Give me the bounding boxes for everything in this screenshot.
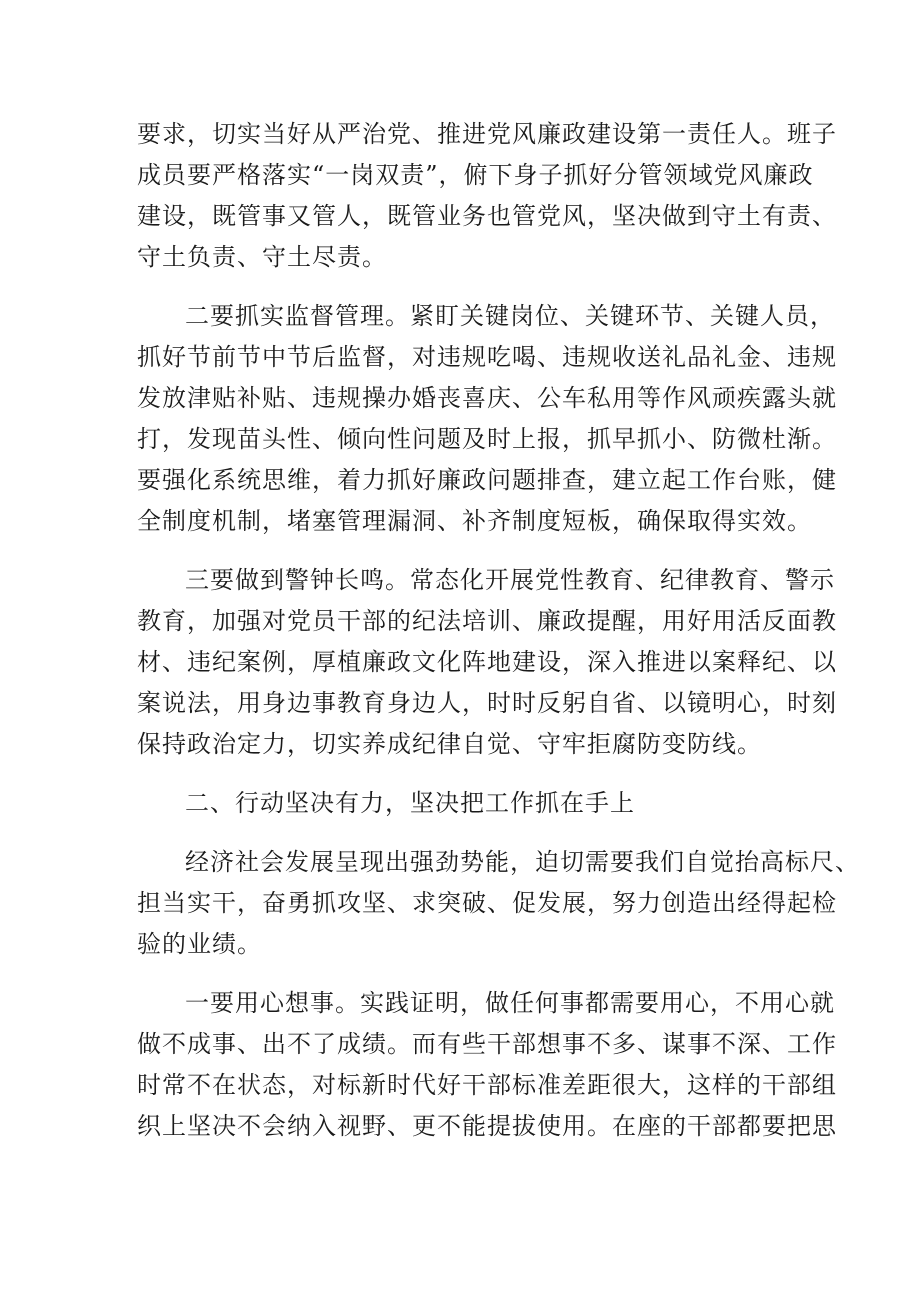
paragraph-warning xyxy=(137,560,837,765)
text-line: 案说法，用身边事教育身边人，时时反躬自省、以镜明心，时刻 xyxy=(137,689,837,717)
text-line: 守土负责、守土尽责。 xyxy=(137,243,387,271)
text-line: 二要抓实监督管理。紧盯关键岗位、关键环节、关键人员， xyxy=(185,302,835,330)
text-line: 时常不在状态，对标新时代好干部标准差距很大，这样的干部组 xyxy=(137,1071,837,1099)
text-line: 成员要严格落实“一岗双责”，俯下身子抓好分管领域党风廉政 xyxy=(137,161,814,189)
text-line: 打，发现苗头性、倾向性问题及时上报，抓早抓小、防微杜渐。 xyxy=(137,425,837,453)
text-line: 验的业绩。 xyxy=(137,930,262,958)
text-line: 发放津贴补贴、违规操办婚丧喜庆、公车私用等作风顽疾露头就 xyxy=(137,384,837,412)
text-line: 担当实干，奋勇抓攻坚、求突破、促发展，努力创造出经得起检 xyxy=(137,889,837,917)
text-line: 全制度机制，堵塞管理漏洞、补齐制度短板，确保取得实效。 xyxy=(137,507,812,535)
heading-line: 二、行动坚决有力，坚决把工作抓在手上 xyxy=(185,789,635,817)
text-line: 教育，加强对党员干部的纪法培训、廉政提醒，用好用活反面教 xyxy=(137,607,837,635)
text-line: 要求，切实当好从严治党、推进党风廉政建设第一责任人。班子 xyxy=(137,120,837,148)
paragraph-supervision xyxy=(137,296,837,542)
text-line: 材、违纪案例，厚植廉政文化阵地建设，深入推进以案释纪、以 xyxy=(137,648,837,676)
text-line: 做不成事、出不了成绩。而有些干部想事不多、谋事不深、工作 xyxy=(137,1030,837,1058)
section-heading xyxy=(137,783,797,824)
text-line: 抓好节前节中节后监督，对违规吃喝、违规收送礼品礼金、违规 xyxy=(137,343,837,371)
text-line: 三要做到警钟长鸣。常态化开展党性教育、纪律教育、警示 xyxy=(185,566,835,594)
document-body xyxy=(137,114,860,1165)
text-line: 织上坚决不会纳入视野、更不能提拔使用。在座的干部都要把思 xyxy=(137,1112,837,1140)
text-line: 要强化系统思维，着力抓好廉政问题排查，建立起工作台账，健 xyxy=(137,466,837,494)
text-line: 一要用心想事。实践证明，做任何事都需要用心，不用心就 xyxy=(185,989,835,1017)
paragraph-thinking xyxy=(137,983,837,1147)
text-line: 保持政治定力，切实养成纪律自觉、守牢拒腐防变防线。 xyxy=(137,730,762,758)
text-line: 建设，既管事又管人，既管业务也管党风，坚决做到守土有责、 xyxy=(137,202,837,230)
paragraph-development xyxy=(137,842,860,965)
paragraph-continuation xyxy=(137,114,837,278)
text-line: 经济社会发展呈现出强劲势能，迫切需要我们自觉抬高标尺、 xyxy=(185,848,860,876)
